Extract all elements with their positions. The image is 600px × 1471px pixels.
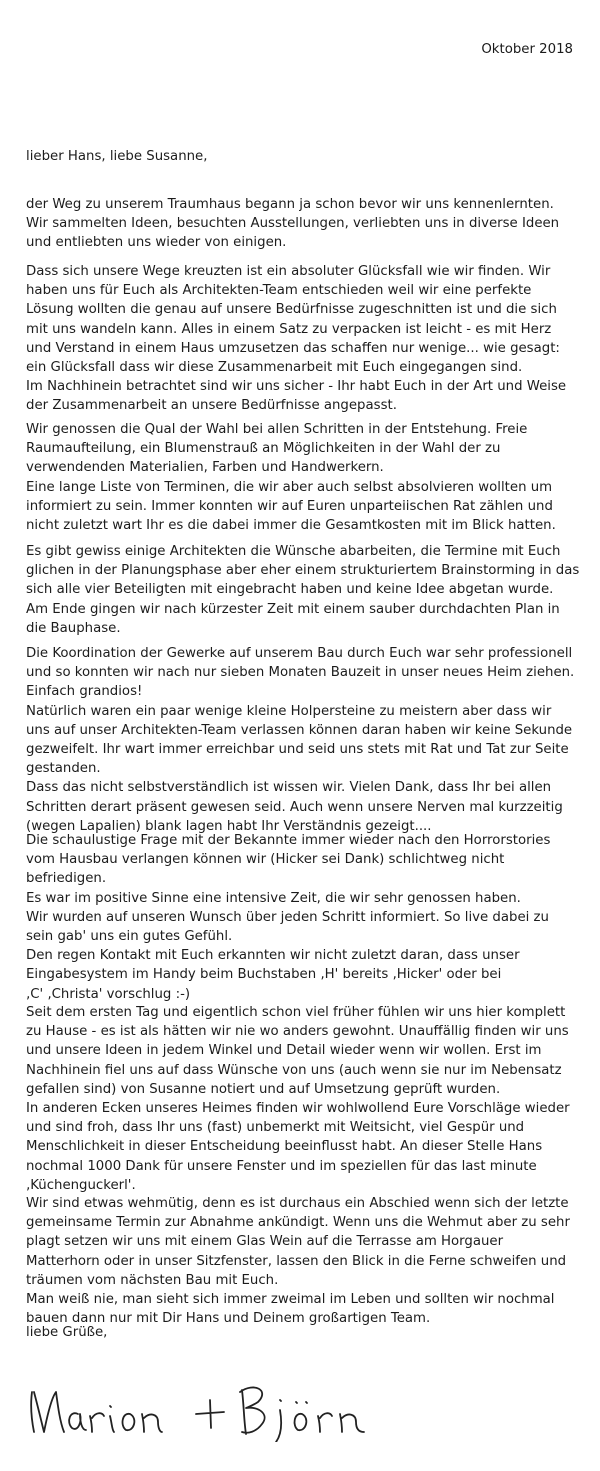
letter-line: Die Koordination der Gewerke auf unserem Bau durch Euch war sehr professionell [26,646,573,661]
letter-line: haben uns für Euch als Architekten-Team entschieden weil wir eine perfekte [26,283,532,299]
letter-line: plagt setzen wir uns mit einem Glas Wein auf die Terrasse am Horgauer [26,1234,504,1250]
letter-line: und unsere Ideen in jedem Winkel und Detail wieder wenn wir wollen. Erst im [26,1043,542,1059]
letter-line: Den regen Kontakt mit Euch erkannten wir nicht zuletzt daran, dass unser [26,948,520,964]
letter-line: glichen in der Planungsphase aber eher einem strukturiertem Brainstorming in das [26,563,580,579]
letter-line: Matterhorn oder in unser Sitzfenster, lassen den Blick in die Ferne schweifen und [26,1253,567,1269]
letter-line: gemeinsame Termin zur Abnahme ankündigt. Wenn uns die Wehmut aber zu sehr [26,1215,570,1231]
salutation: lieber Hans, liebe Susanne, [26,149,208,164]
letter-line: sein gab' uns ein gutes Gefühl. [26,929,233,945]
letter-line: ein Glücksfall dass wir diese Zusammenarbeit mit Euch eingegangen sind. [26,360,523,376]
letter-line: Einfach grandios! [26,684,143,700]
letter-line: sich alle vier Beteiligten mit eingebracht haben und keine Idee abgetan wurde. [26,582,554,598]
letter-line: der Zusammenarbeit an unsere Bedürfnisse angepasst. [26,398,397,414]
paragraph-5 [26,644,586,836]
paragraph-4 [26,542,586,638]
letter-line: ‚Küchenguckerl'. [26,1177,136,1193]
letter-line: informiert zu sein. Immer konnten wir auf Euren unparteiischen Rat zählen und [26,498,553,514]
letter-line: Schritten derart präsent gewesen seid. Auch wenn unsere Nerven mal kurzzeitig [26,799,563,815]
letter-line: der Weg zu unserem Traumhaus begann ja schon bevor wir uns kennenlernten. [26,197,554,212]
paragraph-8 [26,1194,586,1328]
letter-line: Raumaufteilung, ein Blumenstrauß an Möglichkeiten in der Wahl der zu [26,441,501,457]
letter-line: Natürlich waren ein paar wenige kleine Holpersteine zu meistern aber dass wir [26,703,552,719]
letter-line: träumen vom nächsten Bau mit Euch. [26,1272,279,1288]
letter-line: Nachhinein fiel uns auf dass Wünsche von uns (auch wenn sie nur im Nebensatz [26,1062,562,1078]
letter-line: Man weiß nie, man sieht sich immer zweimal im Leben und sollten wir nochmal [26,1292,555,1308]
letter-line: In anderen Ecken unseres Heimes finden wir wohlwollend Eure Vorschläge wieder [26,1101,570,1117]
letter-line: Eingabesystem im Handy beim Buchstaben ‚H' bereits ‚Hicker' oder bei [26,967,502,983]
letter-line: (wegen Lapalien) blank lagen habt Ihr Verständnis gezeigt.... [26,818,432,834]
letter-line: uns auf unser Architekten-Team verlassen können daran haben wir keine Sekunde [26,722,573,738]
paragraph-6 [26,831,586,1004]
letter-line: nicht zuletzt wart Ihr es die dabei immer die Gesamtkosten mit im Blick hatten. [26,518,556,534]
letter-line: gestanden. [26,761,101,777]
letter-line: Wir sind etwas wehmütig, denn es ist durchaus ein Abschied wenn sich der letzte [26,1196,569,1211]
letter-line: gezweifelt. Ihr wart immer erreichbar und seid uns stets mit Rat und Tat zur Seite [26,742,569,758]
letter-line: nochmal 1000 Dank für unsere Fenster und im speziellen für das last minute [26,1158,537,1174]
letter-line: bauen dann nur mit Dir Hans und Deinem großartigen Team. [26,1311,431,1327]
letter-line: gefallen sind) von Susanne notiert und auf Umsetzung geprüft wurden. [26,1081,501,1097]
letter-line: Wir genossen die Qual der Wahl bei allen Schritten in der Entstehung. Freie [26,422,528,437]
letter-line: und entliebten uns wieder von einigen. [26,235,287,251]
letter-line: Wir sammelten Ideen, besuchten Ausstellungen, verliebten uns in diverse Ideen [26,216,560,232]
letter-line: Am Ende gingen wir nach kürzester Zeit mit einem sauber durchdachten Plan in [26,601,560,617]
letter-line: Seit dem ersten Tag und eigentlich schon viel früher fühlen wir uns hier komplett [26,1005,566,1020]
letter-line: und sind froh, dass Ihr uns (fast) unbemerkt mit Weitsicht, viel Gespür und [26,1120,525,1136]
paragraph-1 [26,195,586,253]
paragraph-2 [26,262,586,416]
letter-line: Wir wurden auf unseren Wunsch über jeden Schritt informiert. So live dabei zu [26,909,549,925]
letter-line: Dass sich unsere Wege kreuzten ist ein absoluter Glücksfall wie wir finden. Wir [26,264,551,279]
letter-line: Es war im positive Sinne eine intensive Zeit, die wir sehr genossen haben. [26,890,521,906]
letter-line: Es gibt gewiss einige Architekten die Wünsche abarbeiten, die Termine mit Euch [26,544,561,559]
letter-line: die Bauphase. [26,620,121,636]
letter-line: Eine lange Liste von Terminen, die wir aber auch selbst absolvieren wollten um [26,479,553,495]
letter-line: vom Hausbau verlangen können wir (Hicker sei Dank) schlichtweg nicht [26,852,505,868]
letter-line: befriedigen. [26,871,107,887]
letter-line: Die schaulustige Frage mit der Bekannte immer wieder nach den Horrorstories [26,833,551,848]
letter-line: zu Hause - es ist als hätten wir nie wo anders gewohnt. Unauffällig finden wir uns [26,1024,569,1040]
letter-line: Lösung wollten die genau auf unsere Bedürfnisse zugeschnitten ist und die sich [26,302,557,318]
handwritten-signature [20,1352,380,1442]
closing: liebe Grüße, [26,1325,108,1340]
letter-line: verwendenden Materialien, Farben und Handwerkern. [26,460,384,476]
letter-line: und Verstand in einem Haus umzusetzen das schaffen nur wenige... wie gesagt: [26,340,560,356]
letter-line: und so konnten wir nach nur sieben Monaten Bauzeit in unser neues Heim ziehen. [26,665,575,681]
letter-line: Dass das nicht selbstverständlich ist wissen wir. Vielen Dank, dass Ihr bei allen [26,780,552,796]
paragraph-7 [26,1003,586,1195]
letter-line: ‚C' ‚Christa' vorschlug :-) [26,986,191,1002]
letter-line: Menschlichkeit in dieser Entscheidung beeinflusst habt. An dieser Stelle Hans [26,1139,543,1155]
letter-line: mit uns wandeln kann. Alles in einem Satz zu verpacken ist leicht - es mit Herz [26,321,552,337]
letter-date: Oktober 2018 [481,42,573,57]
letter-line: Im Nachhinein betrachtet sind wir uns sicher - Ihr habt Euch in der Art und Weise [26,379,567,395]
paragraph-3 [26,420,586,535]
